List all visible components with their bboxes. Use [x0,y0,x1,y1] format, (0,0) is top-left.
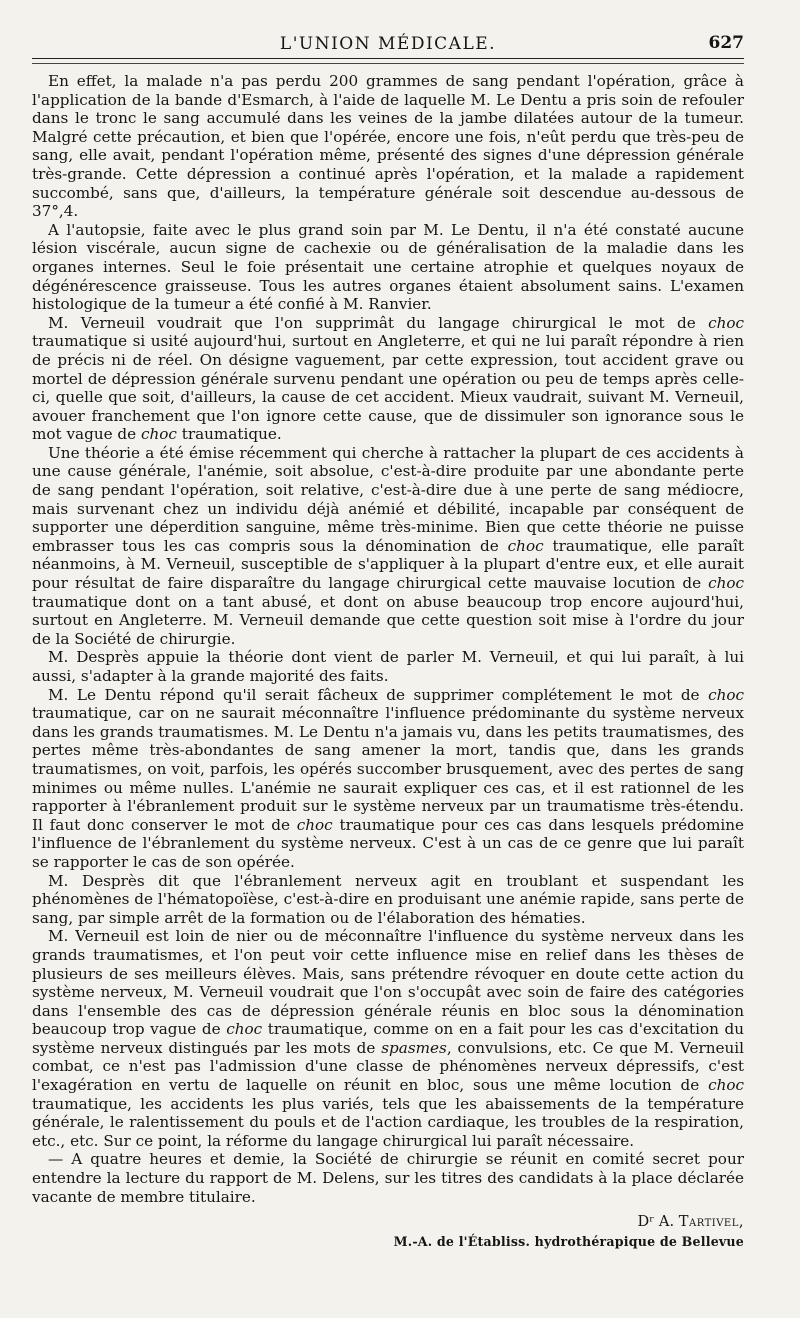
text-run: traumatique, car on ne saurait méconnaître l'influence prédominante du système nerveux dans les grands traumatismes. M. Le Dentu n'a jamais vu, dans les petits traumatismes, des pertes même très-abondantes de sang amener la mort, tandis que, dans les grands traumatismes, on voit, parfois, les opérés succomber brusquement, avec des pertes de sang minimes ou même nulles. L'anémie ne saurait expliquer ces cas, et il est rationnel de les rapporter à l'ébranlement produit sur le système nerveux par un traumatisme très-étendu. Il faut donc conserver le mot de [32,704,744,834]
article-body [32,72,744,1206]
italic-term: choc [708,685,744,704]
italic-term: choc [140,425,177,444]
italic-term: choc [226,1020,263,1039]
text-run: traumatique, comme on en a fait pour les cas d'excitation du système nerveux distingués par les mots de [32,1020,744,1057]
italic-term: choc [296,815,333,834]
paragraph [32,927,744,1150]
italic-term: spasmes [381,1038,447,1057]
text-run: M. Desprès appuie la théorie dont vient de parler M. Verneuil, et qui lui paraît, à lui aussi, s'adapter à la grande majorité des faits. [32,648,744,685]
italic-term: choc [708,313,744,332]
signature-name: Tartivel, [678,1213,744,1231]
text-run: A l'autopsie, faite avec le plus grand soin par M. Le Dentu, il n'a été constaté aucune lésion viscérale, aucun signe de cachexie ou de généralisation de la maladie dans les organes internes. Seul le foie présentait une certaine atrophie et quelques noyaux de dégénérescence graisseuse. Tous les autres organes étaient absolument sains. L'examen histologique de la tumeur a été confié à M. Ranvier. [32,220,744,314]
signature-prefix: Dʳ A. [637,1213,679,1231]
text-run: traumatique si usité aujourd'hui, surtout en Angleterre, et qui ne lui paraît répondre à rien de précis ni de réel. On désigne vaguement, par cette expression, tout accident grave ou mortel de dépression générale survenu pendant une opération ou peu de temps après celle-ci, quelle que soit, d'ailleurs, la cause de cet accident. Mieux vaudrait, suivant M. Verneuil, avouer franchement que l'on ignore cette cause, que de dissimuler son ignorance sous le mot vague de [32,332,744,444]
journal-title: L'UNION MÉDICALE. [279,34,497,54]
running-header [32,32,744,59]
paragraph [32,444,744,649]
paragraph [32,648,744,685]
italic-term: choc [708,574,744,593]
text-run: — A quatre heures et demie, la Société de chirurgie se réunit en comité secret pour entendre la lecture du rapport de M. Delens, sur les titres des candidats à la place déclarée vacante de membre titulaire. [32,1150,744,1206]
italic-term: choc [507,536,544,555]
paragraph [32,686,744,872]
author-affiliation: M.-A. de l'Établiss. hydrothérapique de Bellevue [393,1234,744,1250]
paragraph [32,1150,744,1206]
paragraph [32,72,744,221]
signature [32,1212,744,1232]
text-run: M. Desprès dit que l'ébranlement nerveux agit en troublant et suspendant les phénomènes de l'hématopoïèse, c'est-à-dire en produisant une anémie rapide, sans perte de sang, par simple arrêt de la formation ou de l'élaboration des hématies. [32,871,744,927]
text-run: traumatique. [176,425,282,444]
text-run: M. Verneuil est loin de nier ou de méconnaître l'influence du système nerveux dans les grands traumatismes, et l'on peut voir cette influence mise en relief dans les thèses de plusieurs de ses meilleurs élèves. Mais, sans prétendre révoquer en doute cette action du système nerveux, M. Verneuil voudrait que l'on s'occupât avec soin de faire des catégories dans l'ensemble des cas de dépression générale réunis en bloc sous la dénomination beaucoup trop vague de [32,927,744,1039]
page-number: 627 [708,33,744,53]
text-run: M. Le Dentu répond qu'il serait fâcheux de supprimer complétement le mot de [48,685,709,704]
text-run: traumatique dont on a tant abusé, et dont on abuse beaucoup trop encore aujourd'hui, surtout en Angleterre. M. Verneuil demande que cette question soit mise à l'ordre du jour de la Société de chirurgie. [32,592,744,648]
paragraph [32,872,744,928]
text-run: traumatique, elle paraît néanmoins, à M. Verneuil, susceptible de s'appliquer à la plupart d'entre eux, et elle aurait pour résultat de faire disparaître du langage chirurgical cette mauvaise locution de [32,536,744,593]
text-run: M. Verneuil voudrait que l'on supprimât du langage chirurgical le mot de [48,313,709,332]
text-run: En effet, la malade n'a pas perdu 200 grammes de sang pendant l'opération, grâce à l'application de la bande d'Esmarch, à l'aide de laquelle M. Le Dentu a pris soin de refouler dans le tronc le sang accumulé dans les veines de la jambe dilatées autour de la tumeur. Malgré cette précaution, et bien que l'opérée, encore une fois, n'eût perdu que très-peu de sang, elle avait, pendant l'opération même, présenté des signes d'une dépression générale très-grande. Cette dépression a continué après l'opération, et la malade a rapidement succombé, sans que, d'ailleurs, la température générale soit descendue au-dessous de 37°,4. [32,72,744,221]
text-run: Une théorie a été émise récemment qui cherche à rattacher la plupart de ces accidents à une cause générale, l'anémie, soit absolue, c'est-à-dire produite par une abondante perte de sang pendant l'opération, soit relative, c'est-à-dire due à une perte de sang médiocre, mais survenant chez un individu déjà anémié et débilité, incapable par conséquent de supporter une déperdition sanguine, même très-minime. Bien que cette théorie ne puisse embrasser tous les cas compris sous la dénomination de [32,443,744,555]
text-run: traumatique, les accidents les plus variés, tels que les abaissements de la température générale, le ralentissement du pouls et de l'action cardiaque, les troubles de la respiration, etc., etc. Sur ce point, la réforme du langage chirurgical lui paraît nécessaire. [32,1094,744,1150]
text-run: traumatique pour ces cas dans lesquels prédomine l'influence de l'ébranlement du système nerveux. C'est à un cas de ce genre que lui paraît se rapporter le cas de son opérée. [32,815,745,871]
header-rule [32,63,744,64]
paragraph [32,314,744,444]
text-run: , convulsions, etc. Ce que M. Verneuil combat, ce n'est pas l'admission d'une classe de phénomènes nerveux dépressifs, c'est l'exagération en vertu de laquelle on réunit en bloc, sous une même locution de [32,1038,744,1095]
italic-term: choc [708,1076,744,1095]
paragraph [32,221,744,314]
